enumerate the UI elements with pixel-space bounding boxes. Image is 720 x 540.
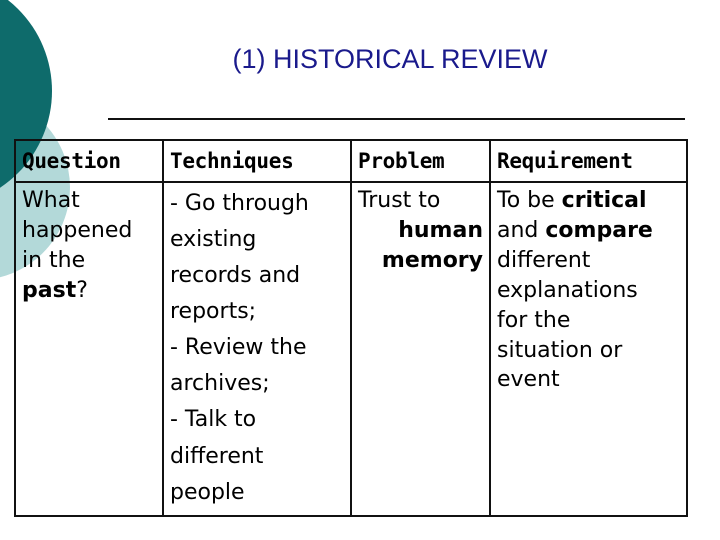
requirement-line	[497, 186, 680, 216]
technique-line: people	[170, 479, 245, 505]
cell-requirement	[490, 182, 687, 516]
requirement-text: To be	[497, 188, 562, 213]
question-line	[22, 276, 156, 306]
slide-title: (1) HISTORICAL REVIEW	[232, 44, 548, 74]
table-header-row	[15, 140, 687, 182]
header-requirement: Requirement	[490, 140, 687, 182]
question-line: happened	[22, 217, 133, 243]
problem-line	[358, 246, 483, 276]
technique-line: reports;	[170, 299, 257, 325]
cell-techniques	[163, 182, 351, 516]
question-emphasis: past	[22, 277, 77, 303]
technique-line: records and	[170, 263, 301, 289]
problem-line	[358, 216, 483, 246]
requirement-line: for the	[497, 307, 571, 333]
requirement-line: explanations	[497, 277, 638, 303]
requirement-line: different	[497, 247, 591, 273]
requirement-line: event	[497, 367, 560, 393]
question-mark: ?	[76, 277, 88, 303]
question-line: What	[22, 188, 80, 213]
technique-line: archives;	[170, 371, 270, 397]
technique-line: - Talk to	[170, 407, 257, 433]
problem-line: Trust to	[358, 188, 441, 213]
requirement-emphasis: critical	[561, 188, 647, 213]
technique-line: - Review the	[170, 335, 307, 361]
cell-problem	[351, 182, 490, 516]
requirement-emphasis: compare	[545, 217, 653, 243]
title-underline	[108, 118, 685, 120]
review-table	[14, 139, 688, 517]
header-problem: Problem	[351, 140, 490, 182]
technique-line: existing	[170, 227, 257, 253]
technique-line: - Go through	[170, 191, 309, 216]
cell-question	[15, 182, 163, 516]
problem-emphasis: human	[398, 217, 483, 243]
requirement-line	[497, 216, 680, 246]
requirement-text: and	[497, 217, 546, 243]
requirement-line: situation or	[497, 337, 623, 363]
table-row	[15, 182, 687, 516]
problem-emphasis: memory	[381, 247, 483, 273]
header-techniques: Techniques	[163, 140, 351, 182]
header-question: Question	[15, 140, 163, 182]
technique-line: different	[170, 443, 264, 469]
question-line: in the	[22, 247, 86, 273]
